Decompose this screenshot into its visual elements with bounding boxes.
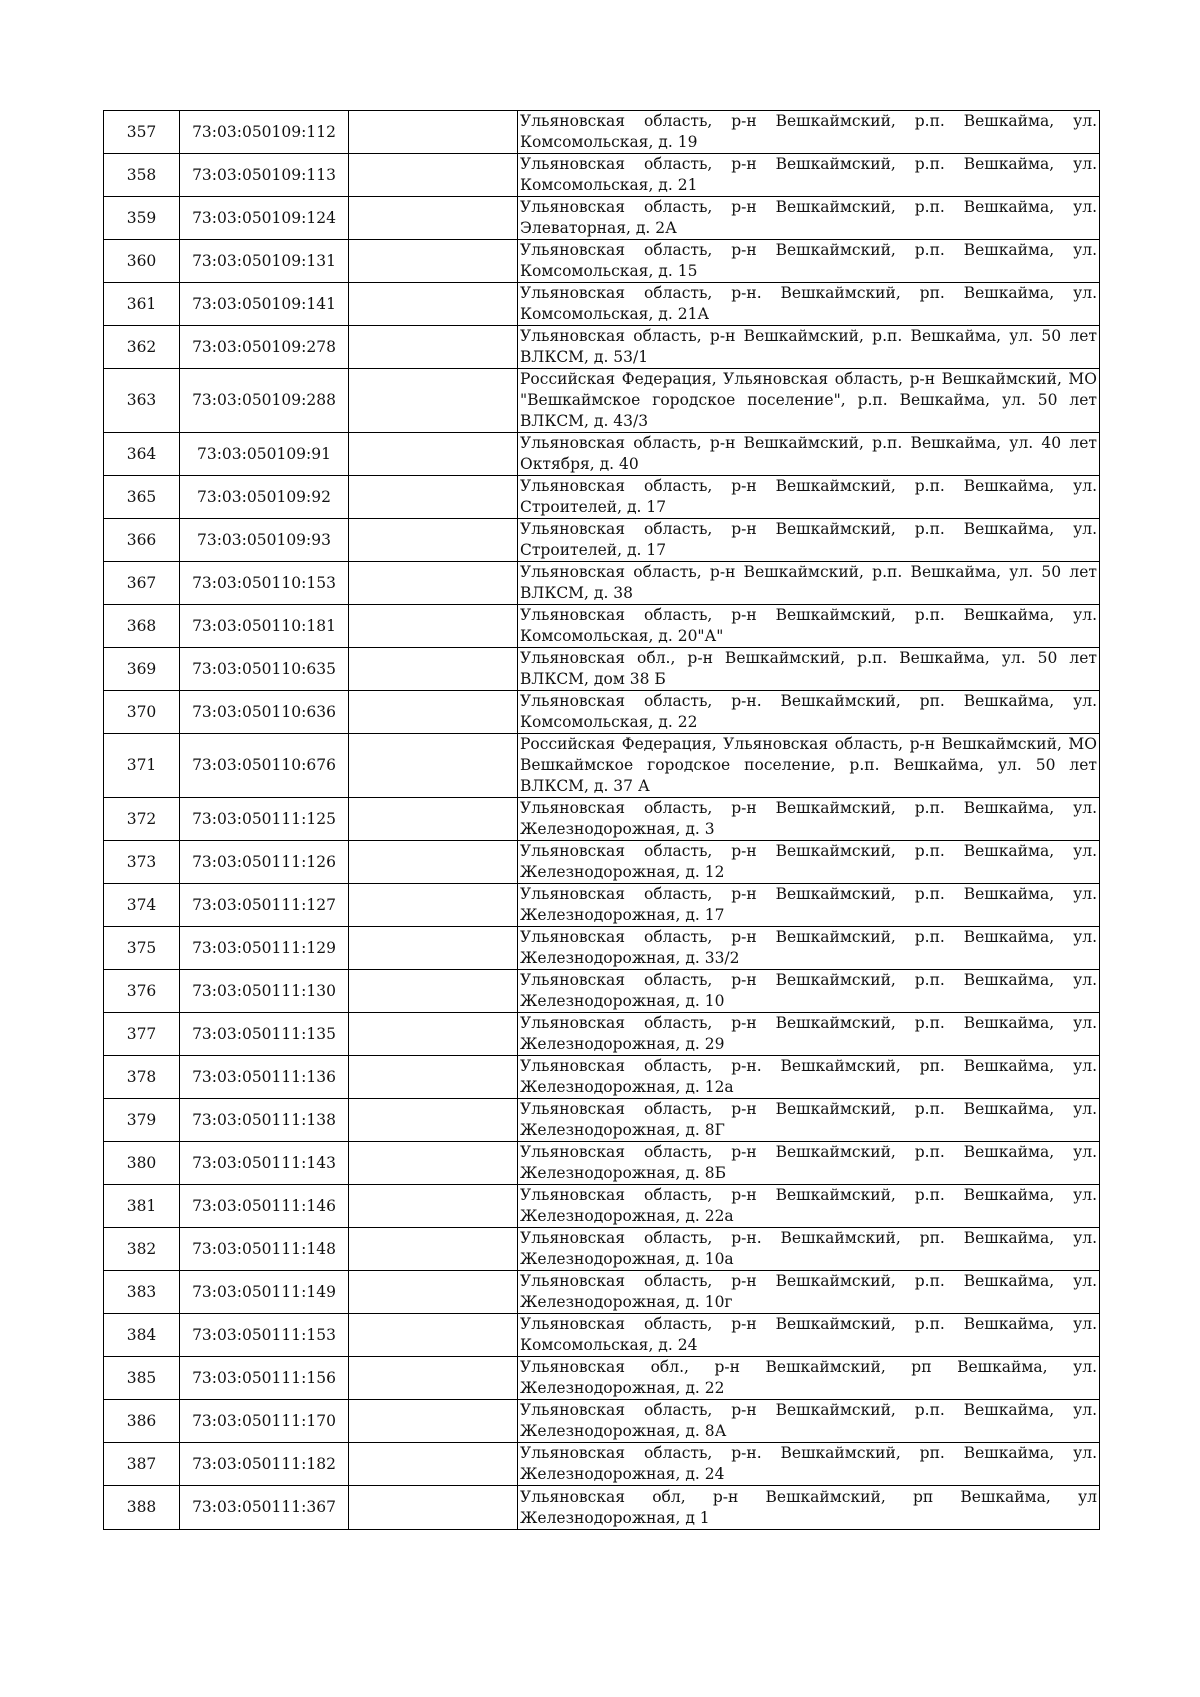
- empty-cell: [349, 1443, 518, 1486]
- address-cell: Ульяновская область, р-н. Вешкаймский, рп. Вешкайма, ул. Комсомольская, д. 22: [518, 691, 1100, 734]
- address-cell: Ульяновская область, р-н Вешкаймский, р.п. Вешкайма, ул. Железнодорожная, д. 8Г: [518, 1099, 1100, 1142]
- table-row: [104, 1228, 1100, 1271]
- cadastral-number-cell: 73:03:050111:153: [180, 1314, 349, 1357]
- empty-cell: [349, 734, 518, 798]
- cadastral-number-cell: 73:03:050111:138: [180, 1099, 349, 1142]
- table-row: [104, 605, 1100, 648]
- row-number-cell: 365: [104, 476, 180, 519]
- address-cell: Ульяновская область, р-н Вешкаймский, р.п. Вешкайма, ул. Комсомольская, д. 15: [518, 240, 1100, 283]
- table-row: [104, 154, 1100, 197]
- row-number-cell: 377: [104, 1013, 180, 1056]
- table-row: [104, 1013, 1100, 1056]
- table-row: [104, 691, 1100, 734]
- empty-cell: [349, 1013, 518, 1056]
- cadastral-number-cell: 73:03:050109:91: [180, 433, 349, 476]
- row-number-cell: 387: [104, 1443, 180, 1486]
- table-row: [104, 433, 1100, 476]
- empty-cell: [349, 476, 518, 519]
- cadastral-number-cell: 73:03:050111:127: [180, 884, 349, 927]
- row-number-cell: 364: [104, 433, 180, 476]
- row-number-cell: 363: [104, 369, 180, 433]
- address-cell: Ульяновская область, р-н Вешкаймский, р.п. Вешкайма, ул. Элеваторная, д. 2А: [518, 197, 1100, 240]
- row-number-cell: 383: [104, 1271, 180, 1314]
- table-row: [104, 1185, 1100, 1228]
- cadastral-number-cell: 73:03:050110:181: [180, 605, 349, 648]
- address-cell: Ульяновская область, р-н Вешкаймский, р.п. Вешкайма, ул. Железнодорожная, д. 22а: [518, 1185, 1100, 1228]
- empty-cell: [349, 1228, 518, 1271]
- table-row: [104, 841, 1100, 884]
- table-row: [104, 197, 1100, 240]
- table-row: [104, 798, 1100, 841]
- address-cell: Ульяновская область, р-н Вешкаймский, р.п. Вешкайма, ул. Железнодорожная, д. 10г: [518, 1271, 1100, 1314]
- address-cell: Российская Федерация, Ульяновская область, р-н Вешкаймский, МО "Вешкаймское городское поселение", р.п. Вешкайма, ул. 50 лет ВЛКСМ, д. 43/3: [518, 369, 1100, 433]
- cadastral-number-cell: 73:03:050110:635: [180, 648, 349, 691]
- cadastral-number-cell: 73:03:050109:141: [180, 283, 349, 326]
- cadastral-number-cell: 73:03:050110:676: [180, 734, 349, 798]
- row-number-cell: 385: [104, 1357, 180, 1400]
- address-cell: Ульяновская область, р-н Вешкаймский, р.п. Вешкайма, ул. Железнодорожная, д. 10: [518, 970, 1100, 1013]
- address-cell: Ульяновская область, р-н Вешкаймский, р.п. Вешкайма, ул. Железнодорожная, д. 8Б: [518, 1142, 1100, 1185]
- cadastral-number-cell: 73:03:050109:288: [180, 369, 349, 433]
- row-number-cell: 384: [104, 1314, 180, 1357]
- empty-cell: [349, 605, 518, 648]
- cadastral-number-cell: 73:03:050109:278: [180, 326, 349, 369]
- empty-cell: [349, 798, 518, 841]
- table-row: [104, 970, 1100, 1013]
- table-row: [104, 1400, 1100, 1443]
- row-number-cell: 359: [104, 197, 180, 240]
- row-number-cell: 376: [104, 970, 180, 1013]
- empty-cell: [349, 562, 518, 605]
- table-row: [104, 1443, 1100, 1486]
- table-row: [104, 283, 1100, 326]
- empty-cell: [349, 1486, 518, 1530]
- cadastral-number-cell: 73:03:050109:112: [180, 111, 349, 154]
- empty-cell: [349, 1185, 518, 1228]
- row-number-cell: 388: [104, 1486, 180, 1530]
- empty-cell: [349, 240, 518, 283]
- address-cell: Ульяновская область, р-н Вешкаймский, р.п. Вешкайма, ул. Железнодорожная, д. 29: [518, 1013, 1100, 1056]
- empty-cell: [349, 970, 518, 1013]
- empty-cell: [349, 283, 518, 326]
- row-number-cell: 362: [104, 326, 180, 369]
- table-row: [104, 648, 1100, 691]
- cadastral-number-cell: 73:03:050111:156: [180, 1357, 349, 1400]
- cadastral-number-cell: 73:03:050109:93: [180, 519, 349, 562]
- cadastral-number-cell: 73:03:050111:182: [180, 1443, 349, 1486]
- empty-cell: [349, 433, 518, 476]
- empty-cell: [349, 1056, 518, 1099]
- empty-cell: [349, 154, 518, 197]
- address-cell: Ульяновская область, р-н Вешкаймский, р.п. Вешкайма, ул. Комсомольская, д. 24: [518, 1314, 1100, 1357]
- table-row: [104, 927, 1100, 970]
- row-number-cell: 379: [104, 1099, 180, 1142]
- row-number-cell: 372: [104, 798, 180, 841]
- table-row: [104, 734, 1100, 798]
- row-number-cell: 367: [104, 562, 180, 605]
- address-cell: Ульяновская область, р-н Вешкаймский, р.п. Вешкайма, ул. Железнодорожная, д. 17: [518, 884, 1100, 927]
- cadastral-number-cell: 73:03:050111:149: [180, 1271, 349, 1314]
- address-cell: Ульяновская область, р-н Вешкаймский, р.п. Вешкайма, ул. Строителей, д. 17: [518, 519, 1100, 562]
- row-number-cell: 366: [104, 519, 180, 562]
- cadastral-number-cell: 73:03:050111:126: [180, 841, 349, 884]
- empty-cell: [349, 1357, 518, 1400]
- empty-cell: [349, 1400, 518, 1443]
- address-cell: Ульяновская обл., р-н Вешкаймский, р.п. Вешкайма, ул. 50 лет ВЛКСМ, дом 38 Б: [518, 648, 1100, 691]
- cadastral-number-cell: 73:03:050111:129: [180, 927, 349, 970]
- row-number-cell: 361: [104, 283, 180, 326]
- row-number-cell: 370: [104, 691, 180, 734]
- empty-cell: [349, 519, 518, 562]
- table-row: [104, 884, 1100, 927]
- empty-cell: [349, 369, 518, 433]
- empty-cell: [349, 1271, 518, 1314]
- row-number-cell: 386: [104, 1400, 180, 1443]
- address-cell: Ульяновская область, р-н Вешкаймский, р.п. Вешкайма, ул. 50 лет ВЛКСМ, д. 53/1: [518, 326, 1100, 369]
- empty-cell: [349, 927, 518, 970]
- address-cell: Ульяновская область, р-н Вешкаймский, р.п. Вешкайма, ул. 50 лет ВЛКСМ, д. 38: [518, 562, 1100, 605]
- table-body: [104, 111, 1100, 1530]
- empty-cell: [349, 111, 518, 154]
- table-row: [104, 1142, 1100, 1185]
- table-row: [104, 1314, 1100, 1357]
- cadastral-number-cell: 73:03:050111:143: [180, 1142, 349, 1185]
- address-cell: Российская Федерация, Ульяновская область, р-н Вешкаймский, МО Вешкаймское городское поселение, р.п. Вешкайма, ул. 50 лет ВЛКСМ, д. 37 А: [518, 734, 1100, 798]
- cadastral-number-cell: 73:03:050109:131: [180, 240, 349, 283]
- row-number-cell: 380: [104, 1142, 180, 1185]
- row-number-cell: 358: [104, 154, 180, 197]
- row-number-cell: 369: [104, 648, 180, 691]
- address-cell: Ульяновская область, р-н Вешкаймский, р.п. Вешкайма, ул. Комсомольская, д. 19: [518, 111, 1100, 154]
- cadastral-number-cell: 73:03:050111:125: [180, 798, 349, 841]
- address-cell: Ульяновская область, р-н Вешкаймский, р.п. Вешкайма, ул. Железнодорожная, д. 3: [518, 798, 1100, 841]
- cadastral-number-cell: 73:03:050109:113: [180, 154, 349, 197]
- address-cell: Ульяновская обл, р-н Вешкаймский, рп Вешкайма, ул Железнодорожная, д 1: [518, 1486, 1100, 1530]
- address-cell: Ульяновская область, р-н. Вешкаймский, рп. Вешкайма, ул. Комсомольская, д. 21А: [518, 283, 1100, 326]
- cadastral-number-cell: 73:03:050111:135: [180, 1013, 349, 1056]
- row-number-cell: 374: [104, 884, 180, 927]
- cadastral-number-cell: 73:03:050111:146: [180, 1185, 349, 1228]
- table-row: [104, 240, 1100, 283]
- address-cell: Ульяновская область, р-н Вешкаймский, р.п. Вешкайма, ул. Комсомольская, д. 21: [518, 154, 1100, 197]
- address-cell: Ульяновская область, р-н. Вешкаймский, рп. Вешкайма, ул. Железнодорожная, д. 24: [518, 1443, 1100, 1486]
- cadastral-number-cell: 73:03:050111:170: [180, 1400, 349, 1443]
- empty-cell: [349, 648, 518, 691]
- table-row: [104, 562, 1100, 605]
- table-row: [104, 476, 1100, 519]
- row-number-cell: 373: [104, 841, 180, 884]
- empty-cell: [349, 884, 518, 927]
- address-cell: Ульяновская область, р-н Вешкаймский, р.п. Вешкайма, ул. 40 лет Октября, д. 40: [518, 433, 1100, 476]
- table-row: [104, 1056, 1100, 1099]
- table-row: [104, 1486, 1100, 1530]
- cadastral-number-cell: 73:03:050111:130: [180, 970, 349, 1013]
- cadastral-number-cell: 73:03:050111:136: [180, 1056, 349, 1099]
- row-number-cell: 357: [104, 111, 180, 154]
- row-number-cell: 371: [104, 734, 180, 798]
- address-cell: Ульяновская обл., р-н Вешкаймский, рп Вешкайма, ул. Железнодорожная, д. 22: [518, 1357, 1100, 1400]
- empty-cell: [349, 197, 518, 240]
- cadastral-number-cell: 73:03:050111:367: [180, 1486, 349, 1530]
- table-row: [104, 1099, 1100, 1142]
- row-number-cell: 368: [104, 605, 180, 648]
- empty-cell: [349, 1142, 518, 1185]
- cadastral-number-cell: 73:03:050109:92: [180, 476, 349, 519]
- row-number-cell: 378: [104, 1056, 180, 1099]
- address-cell: Ульяновская область, р-н Вешкаймский, р.п. Вешкайма, ул. Железнодорожная, д. 33/2: [518, 927, 1100, 970]
- table-row: [104, 369, 1100, 433]
- address-cell: Ульяновская область, р-н. Вешкаймский, рп. Вешкайма, ул. Железнодорожная, д. 10а: [518, 1228, 1100, 1271]
- cadastral-number-cell: 73:03:050110:636: [180, 691, 349, 734]
- address-cell: Ульяновская область, р-н. Вешкаймский, рп. Вешкайма, ул. Железнодорожная, д. 12а: [518, 1056, 1100, 1099]
- table-row: [104, 1357, 1100, 1400]
- address-cell: Ульяновская область, р-н Вешкаймский, р.п. Вешкайма, ул. Строителей, д. 17: [518, 476, 1100, 519]
- empty-cell: [349, 1099, 518, 1142]
- row-number-cell: 375: [104, 927, 180, 970]
- empty-cell: [349, 1314, 518, 1357]
- row-number-cell: 381: [104, 1185, 180, 1228]
- cadastral-table: [103, 110, 1100, 1530]
- empty-cell: [349, 691, 518, 734]
- table-row: [104, 1271, 1100, 1314]
- row-number-cell: 382: [104, 1228, 180, 1271]
- table-row: [104, 111, 1100, 154]
- table-row: [104, 326, 1100, 369]
- row-number-cell: 360: [104, 240, 180, 283]
- table-row: [104, 519, 1100, 562]
- cadastral-number-cell: 73:03:050109:124: [180, 197, 349, 240]
- cadastral-number-cell: 73:03:050111:148: [180, 1228, 349, 1271]
- cadastral-number-cell: 73:03:050110:153: [180, 562, 349, 605]
- empty-cell: [349, 841, 518, 884]
- address-cell: Ульяновская область, р-н Вешкаймский, р.п. Вешкайма, ул. Железнодорожная, д. 8А: [518, 1400, 1100, 1443]
- empty-cell: [349, 326, 518, 369]
- address-cell: Ульяновская область, р-н Вешкаймский, р.п. Вешкайма, ул. Железнодорожная, д. 12: [518, 841, 1100, 884]
- address-cell: Ульяновская область, р-н Вешкаймский, р.п. Вешкайма, ул. Комсомольская, д. 20"А": [518, 605, 1100, 648]
